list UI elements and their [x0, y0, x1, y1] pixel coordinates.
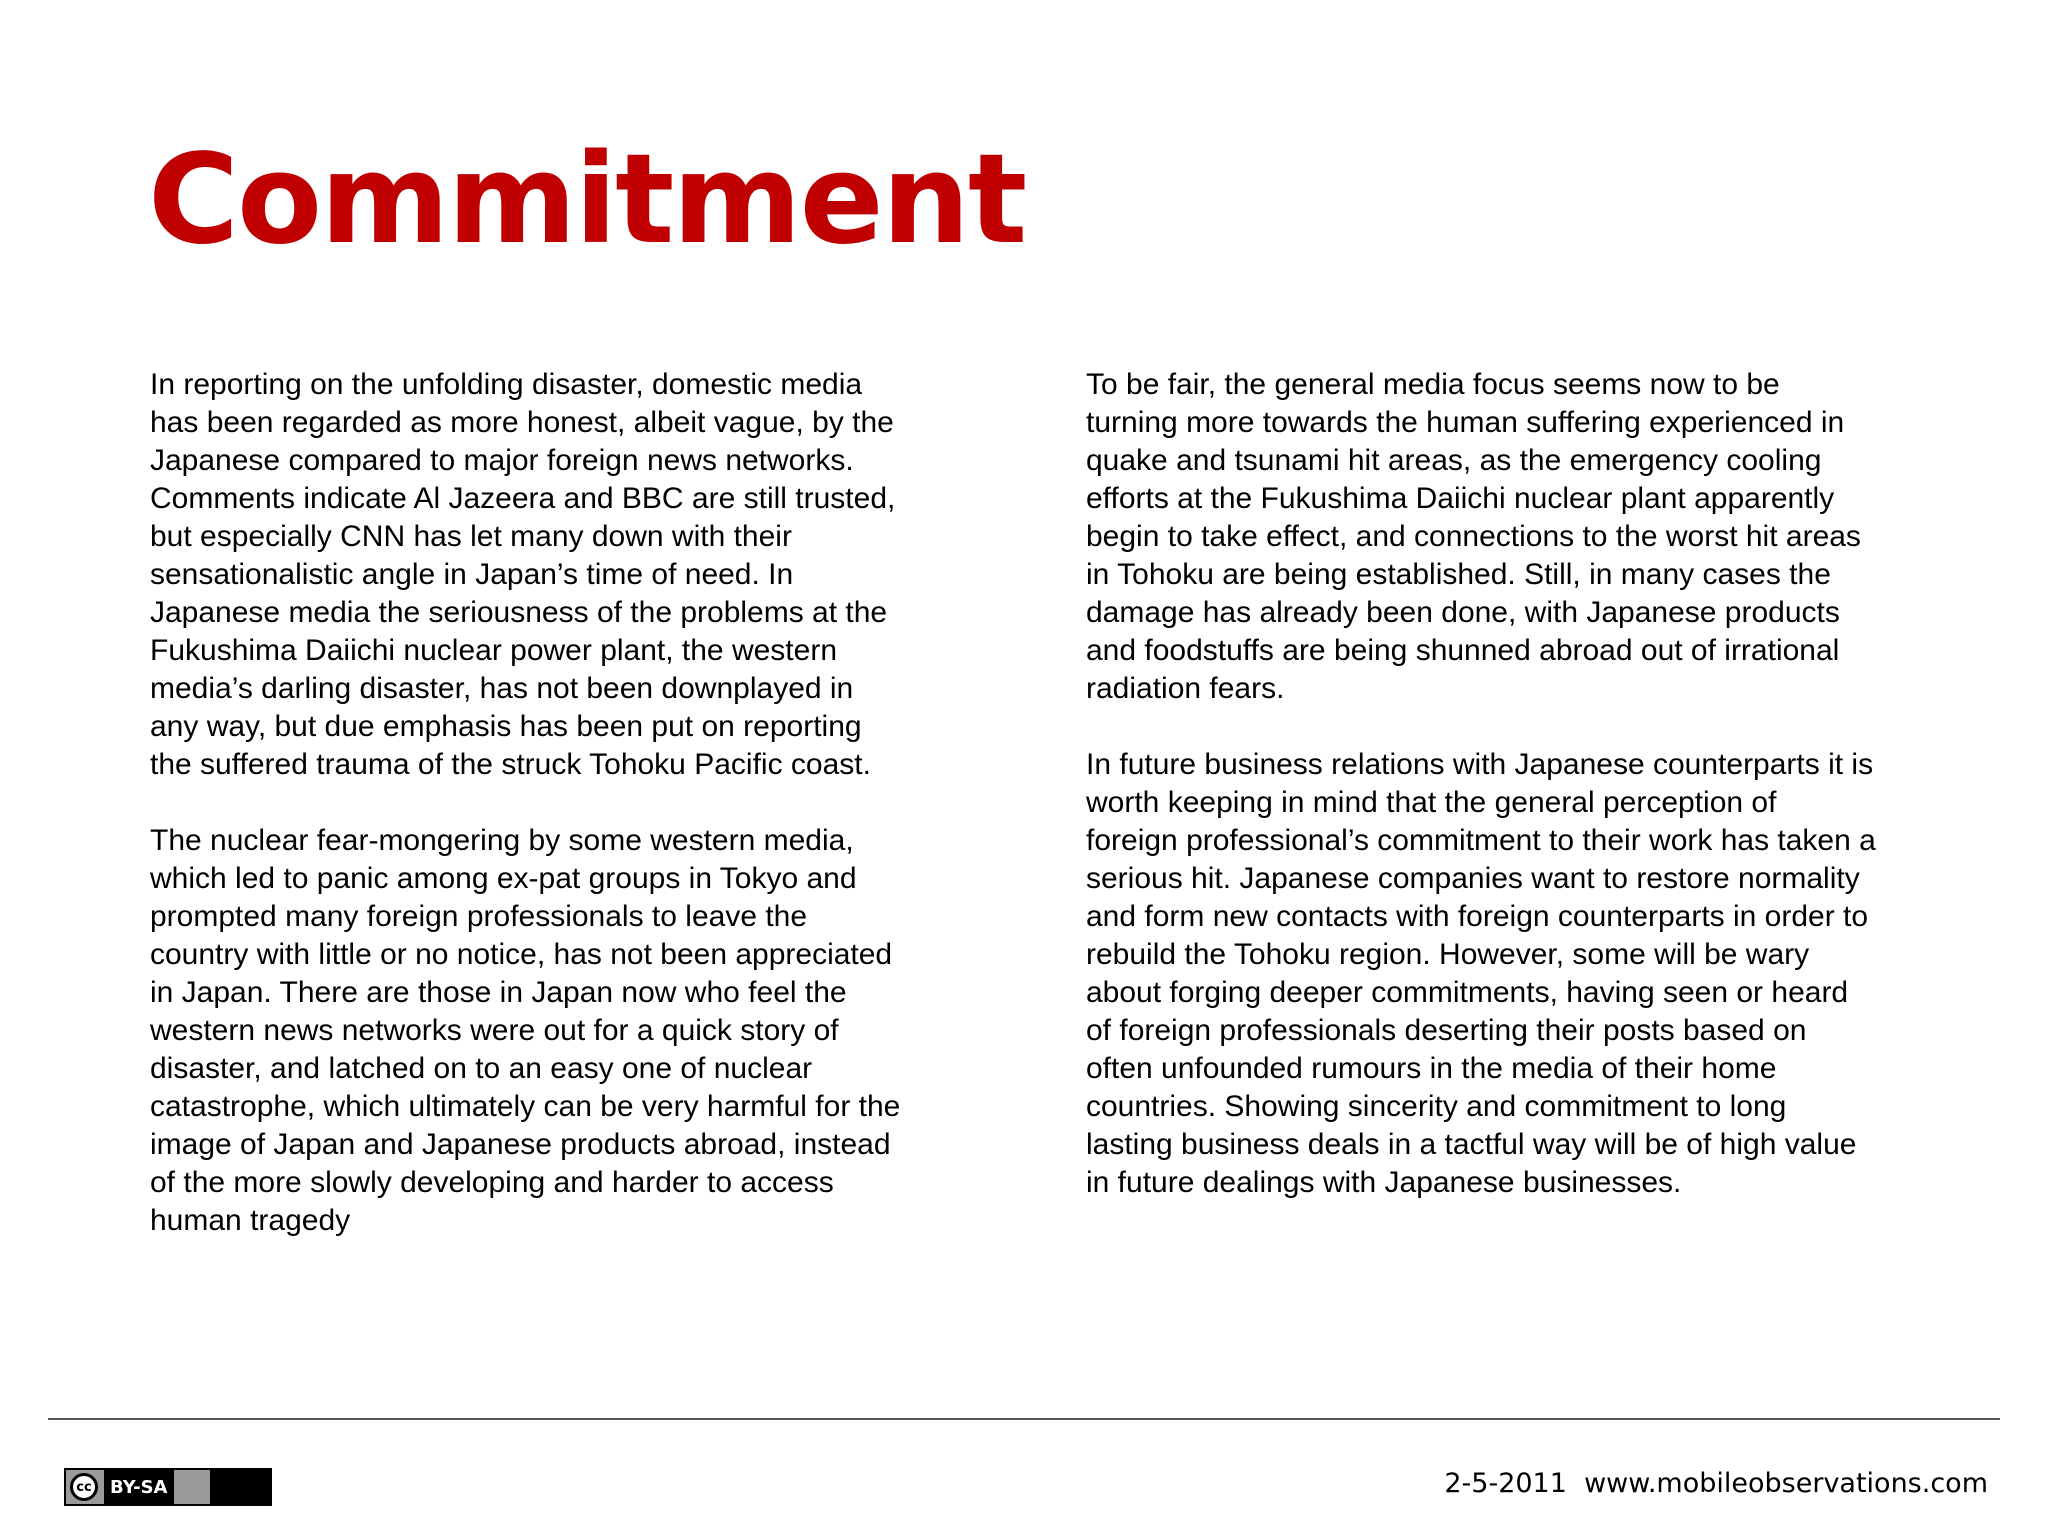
paragraph: To be fair, the general media focus seems now to be turning more towards the human suffering experienced in quake and tsunami hit areas, as the emergency cooling efforts at the Fukushima Daiichi nuclear plant apparently begin to take effect, and connections to the worst hit areas in Tohoku are being established. Still, in many cases the damage has already been done, with Japanese products and foodstuffs are being shunned abroad out of irrational radiation fears.: [1086, 368, 1861, 705]
paragraph: In future business relations with Japanese counterparts it is worth keeping in mind that the general perception of foreign professional’s commitment to their work has taken a serious hit. Japanese companies want to restore normality and form new contacts with foreign counterparts in order to rebuild the Tohoku region. However, some will be wary about forging deeper commitments, having seen or heard of foreign professionals deserting their posts based on often unfounded rumours in the media of their home countries. Showing sincerity and commitment to long lasting business deals in a tactful way will be of high value in future dealings with Japanese businesses.: [1086, 748, 1876, 1199]
footer-date-url: 2-5-2011 www.mobileobservations.com: [1444, 1468, 1988, 1499]
footer-divider: [48, 1418, 2000, 1420]
cc-license-badge-body: [66, 1470, 210, 1504]
right-column: [1086, 366, 1966, 1240]
slide-title: Commitment: [148, 128, 1026, 272]
paragraph: In reporting on the unfolding disaster, domestic media has been regarded as more honest, albeit vague, by the Japanese compared to major foreign news networks. Comments indicate Al Jazeera and BBC are still trusted, but especially CNN has let many down with their sensationalistic angle in Japan’s time of need. In Japanese media the seriousness of the problems at the Fukushima Daiichi nuclear power plant, the western media’s darling disaster, has not been downplayed in any way, but due emphasis has been put on reporting the suffered trauma of the struck Tohoku Pacific coast.: [150, 368, 896, 781]
left-column: [150, 366, 990, 1278]
license-label: BY-SA: [104, 1470, 174, 1504]
cc-icon: cc: [70, 1473, 98, 1501]
paragraph: The nuclear fear-mongering by some western media, which led to panic among ex-pat groups in Tokyo and prompted many foreign professionals to leave the country with little or no notice, has not been appreciated in Japan. There are those in Japan now who feel the western news networks were out for a quick story of disaster, and latched on to an easy one of nuclear catastrophe, which ultimately can be very harmful for the image of Japan and Japanese products abroad, instead of the more slowly developing and harder to access human tragedy: [150, 824, 901, 1237]
cc-license-badge: [64, 1468, 272, 1506]
